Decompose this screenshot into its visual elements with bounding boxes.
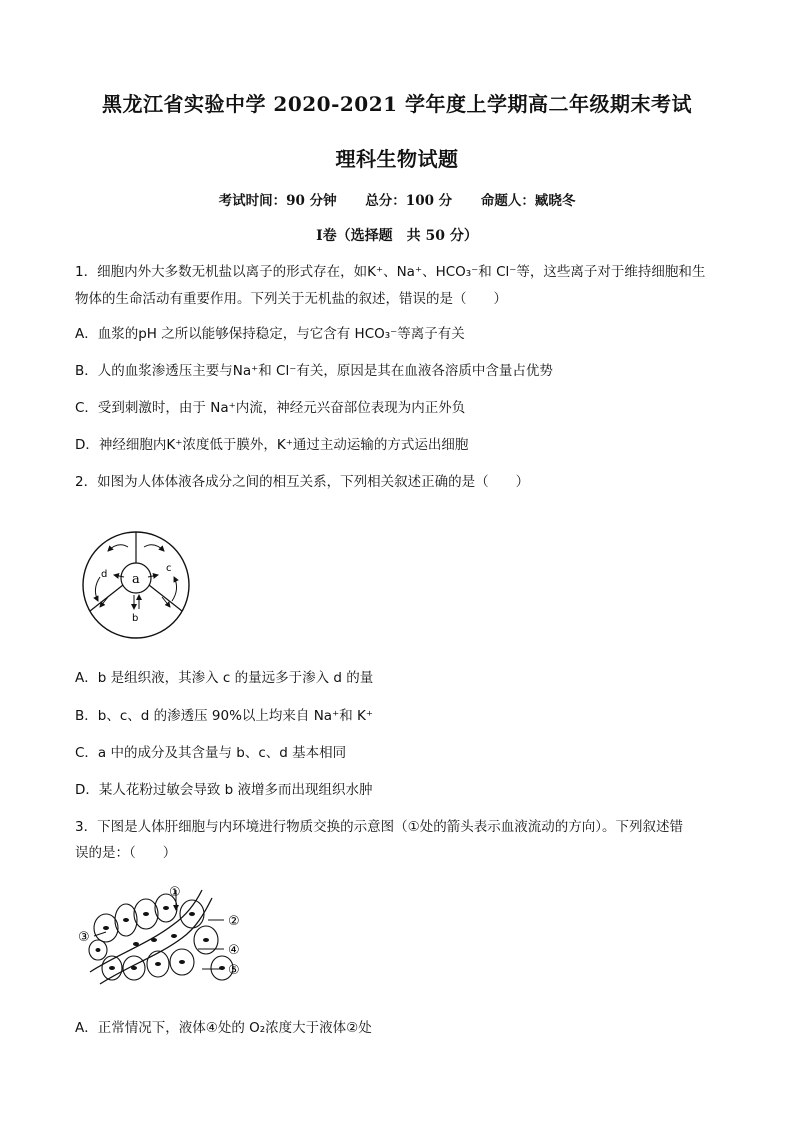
arrow-top-right <box>144 545 164 551</box>
arrow-a-to-d <box>114 575 124 577</box>
arrow-a-to-c <box>148 575 158 577</box>
arrow-left <box>95 577 100 601</box>
q2-option-d: D．某人花粉过敏会导致 b 液增多而出现组织水肿 <box>75 782 373 798</box>
exam-time: 考试时间：90 分钟 <box>218 193 337 209</box>
section-heading: Ⅰ卷（选择题 共 50 分） <box>316 228 478 244</box>
q1-option-d: D．神经细胞内K⁺浓度低于膜外，K⁺通过主动运输的方式运出细胞 <box>75 437 469 453</box>
label-b: b <box>132 613 139 624</box>
body-fluid-diagram <box>78 527 194 643</box>
arrow-top-left <box>108 545 128 551</box>
q1-option-b: B．人的血浆渗透压主要与Na⁺和 Cl⁻有关，原因是其在血液各溶质中含量占优势 <box>75 363 553 379</box>
label-2: ② <box>228 914 240 929</box>
label-4: ④ <box>228 943 240 958</box>
exam-meta <box>0 189 794 209</box>
q2-option-b: B．b、c、d 的渗透压 90%以上均来自 Na⁺和 K⁺ <box>75 708 373 724</box>
arrow-right <box>172 577 177 601</box>
label-c: c <box>166 563 172 574</box>
q1-stem-line1: 1．细胞内外大多数无机盐以离子的形式存在，如K⁺、Na⁺、HCO₃⁻和 Cl⁻等，这些离子对于维持细胞和生 <box>75 264 706 280</box>
exam-subtitle: 理科生物试题 <box>335 147 459 171</box>
q1-option-a: A．血浆的pH 之所以能够保持稳定，与它含有 HCO₃⁻等离子有关 <box>75 326 465 342</box>
exam-title: 黑龙江省实验中学 2020-2021 学年度上学期高二年级期末考试 <box>101 92 693 116</box>
q2-option-c: C．a 中的成分及其含量与 b、c、d 基本相同 <box>75 745 347 761</box>
divider-right <box>149 585 182 611</box>
q1-option-c: C．受到刺激时，由于 Na⁺内流，神经元兴奋部位表现为内正外负 <box>75 400 466 416</box>
label-d: d <box>101 569 108 580</box>
exam-author: 命题人：臧晓冬 <box>480 193 576 209</box>
leader-3 <box>94 932 106 936</box>
q3-stem-line1: 3．下图是人体肝细胞与内环境进行物质交换的示意图（①处的箭头表示血液流动的方向）。下列叙述错 <box>75 819 683 835</box>
label-3: ③ <box>78 930 90 945</box>
label-a: a <box>132 572 140 587</box>
liver-cell-exchange-diagram <box>78 884 250 992</box>
divider-left <box>90 585 123 611</box>
exam-score: 总分：100 分 <box>365 193 453 209</box>
q1-stem-line2: 物体的生命活动有重要作用。下列关于无机盐的叙述，错误的是（ ） <box>75 291 507 307</box>
q2-option-a: A．b 是组织液，其渗入 c 的量远多于渗入 d 的量 <box>75 670 374 686</box>
q3-option-a: A．正常情况下，液体④处的 O₂浓度大于液体②处 <box>75 1020 372 1036</box>
label-1: ① <box>169 885 181 900</box>
q2-stem: 2．如图为人体体液各成分之间的相互关系，下列相关叙述正确的是（ ） <box>75 474 530 490</box>
q3-stem-line2: 误的是：（ ） <box>75 845 177 861</box>
label-5: ⑤ <box>228 963 240 978</box>
